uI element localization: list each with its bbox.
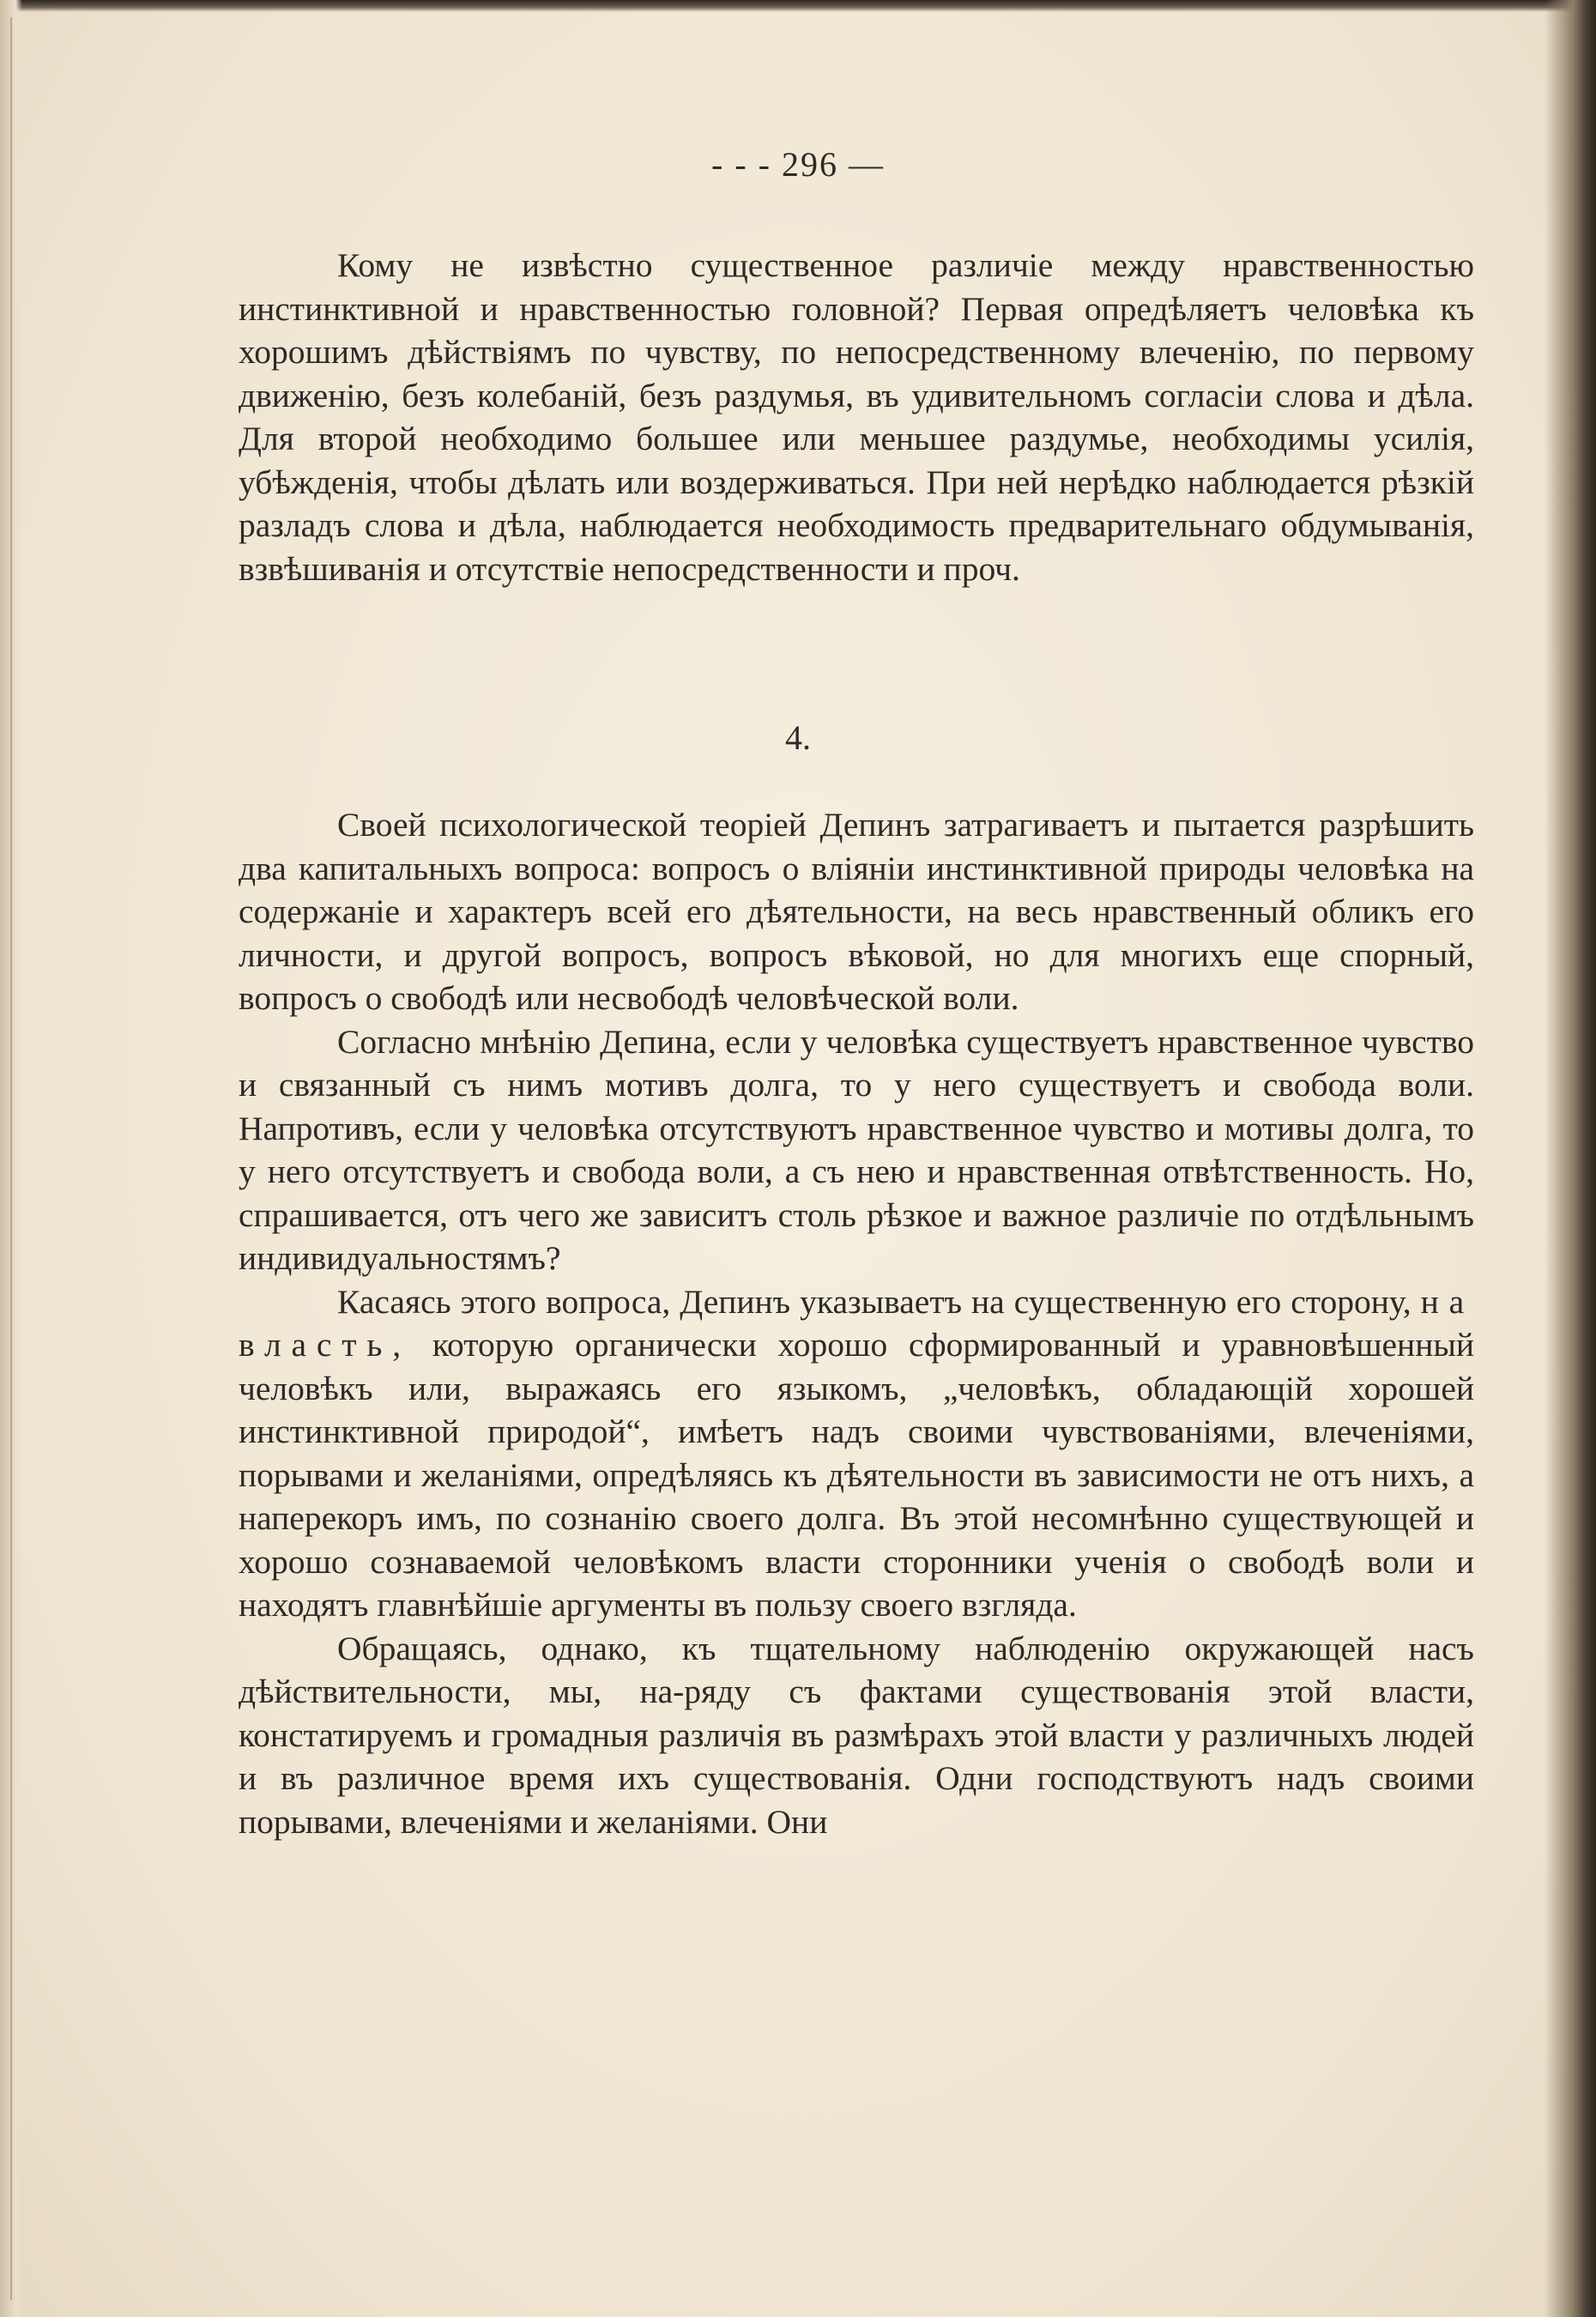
paragraph-1: Кому не извѣстно существенное различіе между нравственностью инстинктивной и нравственностью головной? Первая опредѣляетъ человѣка къ хорошимъ дѣйствіямъ по чувству, по непосредственному влеченію, по первому движенію, безъ колебаній, безъ раздумья, въ удивительномъ согласіи слова и дѣла. Для второй необходимо большее или меньшее раздумье, необходимы усилія, убѣжденія, чтобы дѣлать или воздерживаться. При ней нерѣдко наблюдается рѣзкій разладъ слова и дѣла, наблюдается необходимость предварительнаго обдумыванія, взвѣшиванія и отсутствіе непосредственности и проч. xyxy=(239,246,1474,588)
paragraph-5: Обращаясь, однако, къ тщательному наблюденію окружающей насъ дѣйствительности, мы, на-ряду съ фактами существованія этой власти, констатируемъ и громадныя различія въ размѣрахъ этой власти у различныхъ людей и въ различное время ихъ существованія. Одни господствуютъ надъ своими порывами, влеченіями и желаніями. Они xyxy=(239,1629,1474,1841)
section-number: 4. xyxy=(785,718,811,757)
paragraph-4-start: Касаясь этого вопроса, Депинъ указываетъ на существенную его сторону, xyxy=(337,1282,1412,1321)
paragraph-2: Своей психологической теоріей Депинъ затрагиваетъ и пытается разрѣшить два капитальныхъ вопроса: вопросъ о вліяніи инстинктивной природы человѣка на содержаніе и характеръ всей его дѣятельности, на весь нравственный обликъ его личности, и другой вопросъ, вопросъ вѣковой, но для многихъ еще спорный, вопросъ о свободѣ или несвободѣ человѣческой воли. xyxy=(239,806,1474,1017)
paragraph-3: Согласно мнѣнію Депина, если у человѣка существуетъ нравственное чувство и связанный съ нимъ мотивъ долга, то у него существуетъ и свобода воли. Напротивъ, если у человѣка отсутствуютъ нравственное чувство и мотивы долга, то у него отсутствуетъ и свобода воли, а съ нею и нравственная отвѣтственность. Но, спрашивается, отъ чего же зависитъ столь рѣзкое и важное различіе по отдѣльнымъ индивидуальностямъ? xyxy=(239,1022,1474,1277)
paragraph-4-end: которую органически хорошо сформированный и уравновѣшенный человѣкъ или, выражаясь его языкомъ, „человѣкъ, обладающій хорошей инстинктивной природой“, имѣетъ надъ своими чувствованіями, влеченіями, порывами и желаніями, опредѣляясь къ дѣятельности въ зависимости не отъ нихъ, а наперекоръ имъ, по сознанію своего долга. Въ этой несомнѣнно существующей и хорошо сознаваемой человѣкомъ власти сторонники ученія о свободѣ воли и находятъ главнѣйшіе аргументы въ пользу своего взгляда. xyxy=(239,1326,1475,1624)
text-block-top xyxy=(239,244,1474,590)
paragraph-4 xyxy=(239,1280,1474,1627)
paragraph-4-emphasis: на власть, xyxy=(239,1282,1474,1364)
page-left-edge xyxy=(0,0,22,2317)
page-top-edge xyxy=(0,0,1596,12)
text-block-main xyxy=(239,803,1474,1843)
book-spine-shadow xyxy=(1545,0,1596,2317)
page-number: - - - 296 — xyxy=(711,145,885,184)
